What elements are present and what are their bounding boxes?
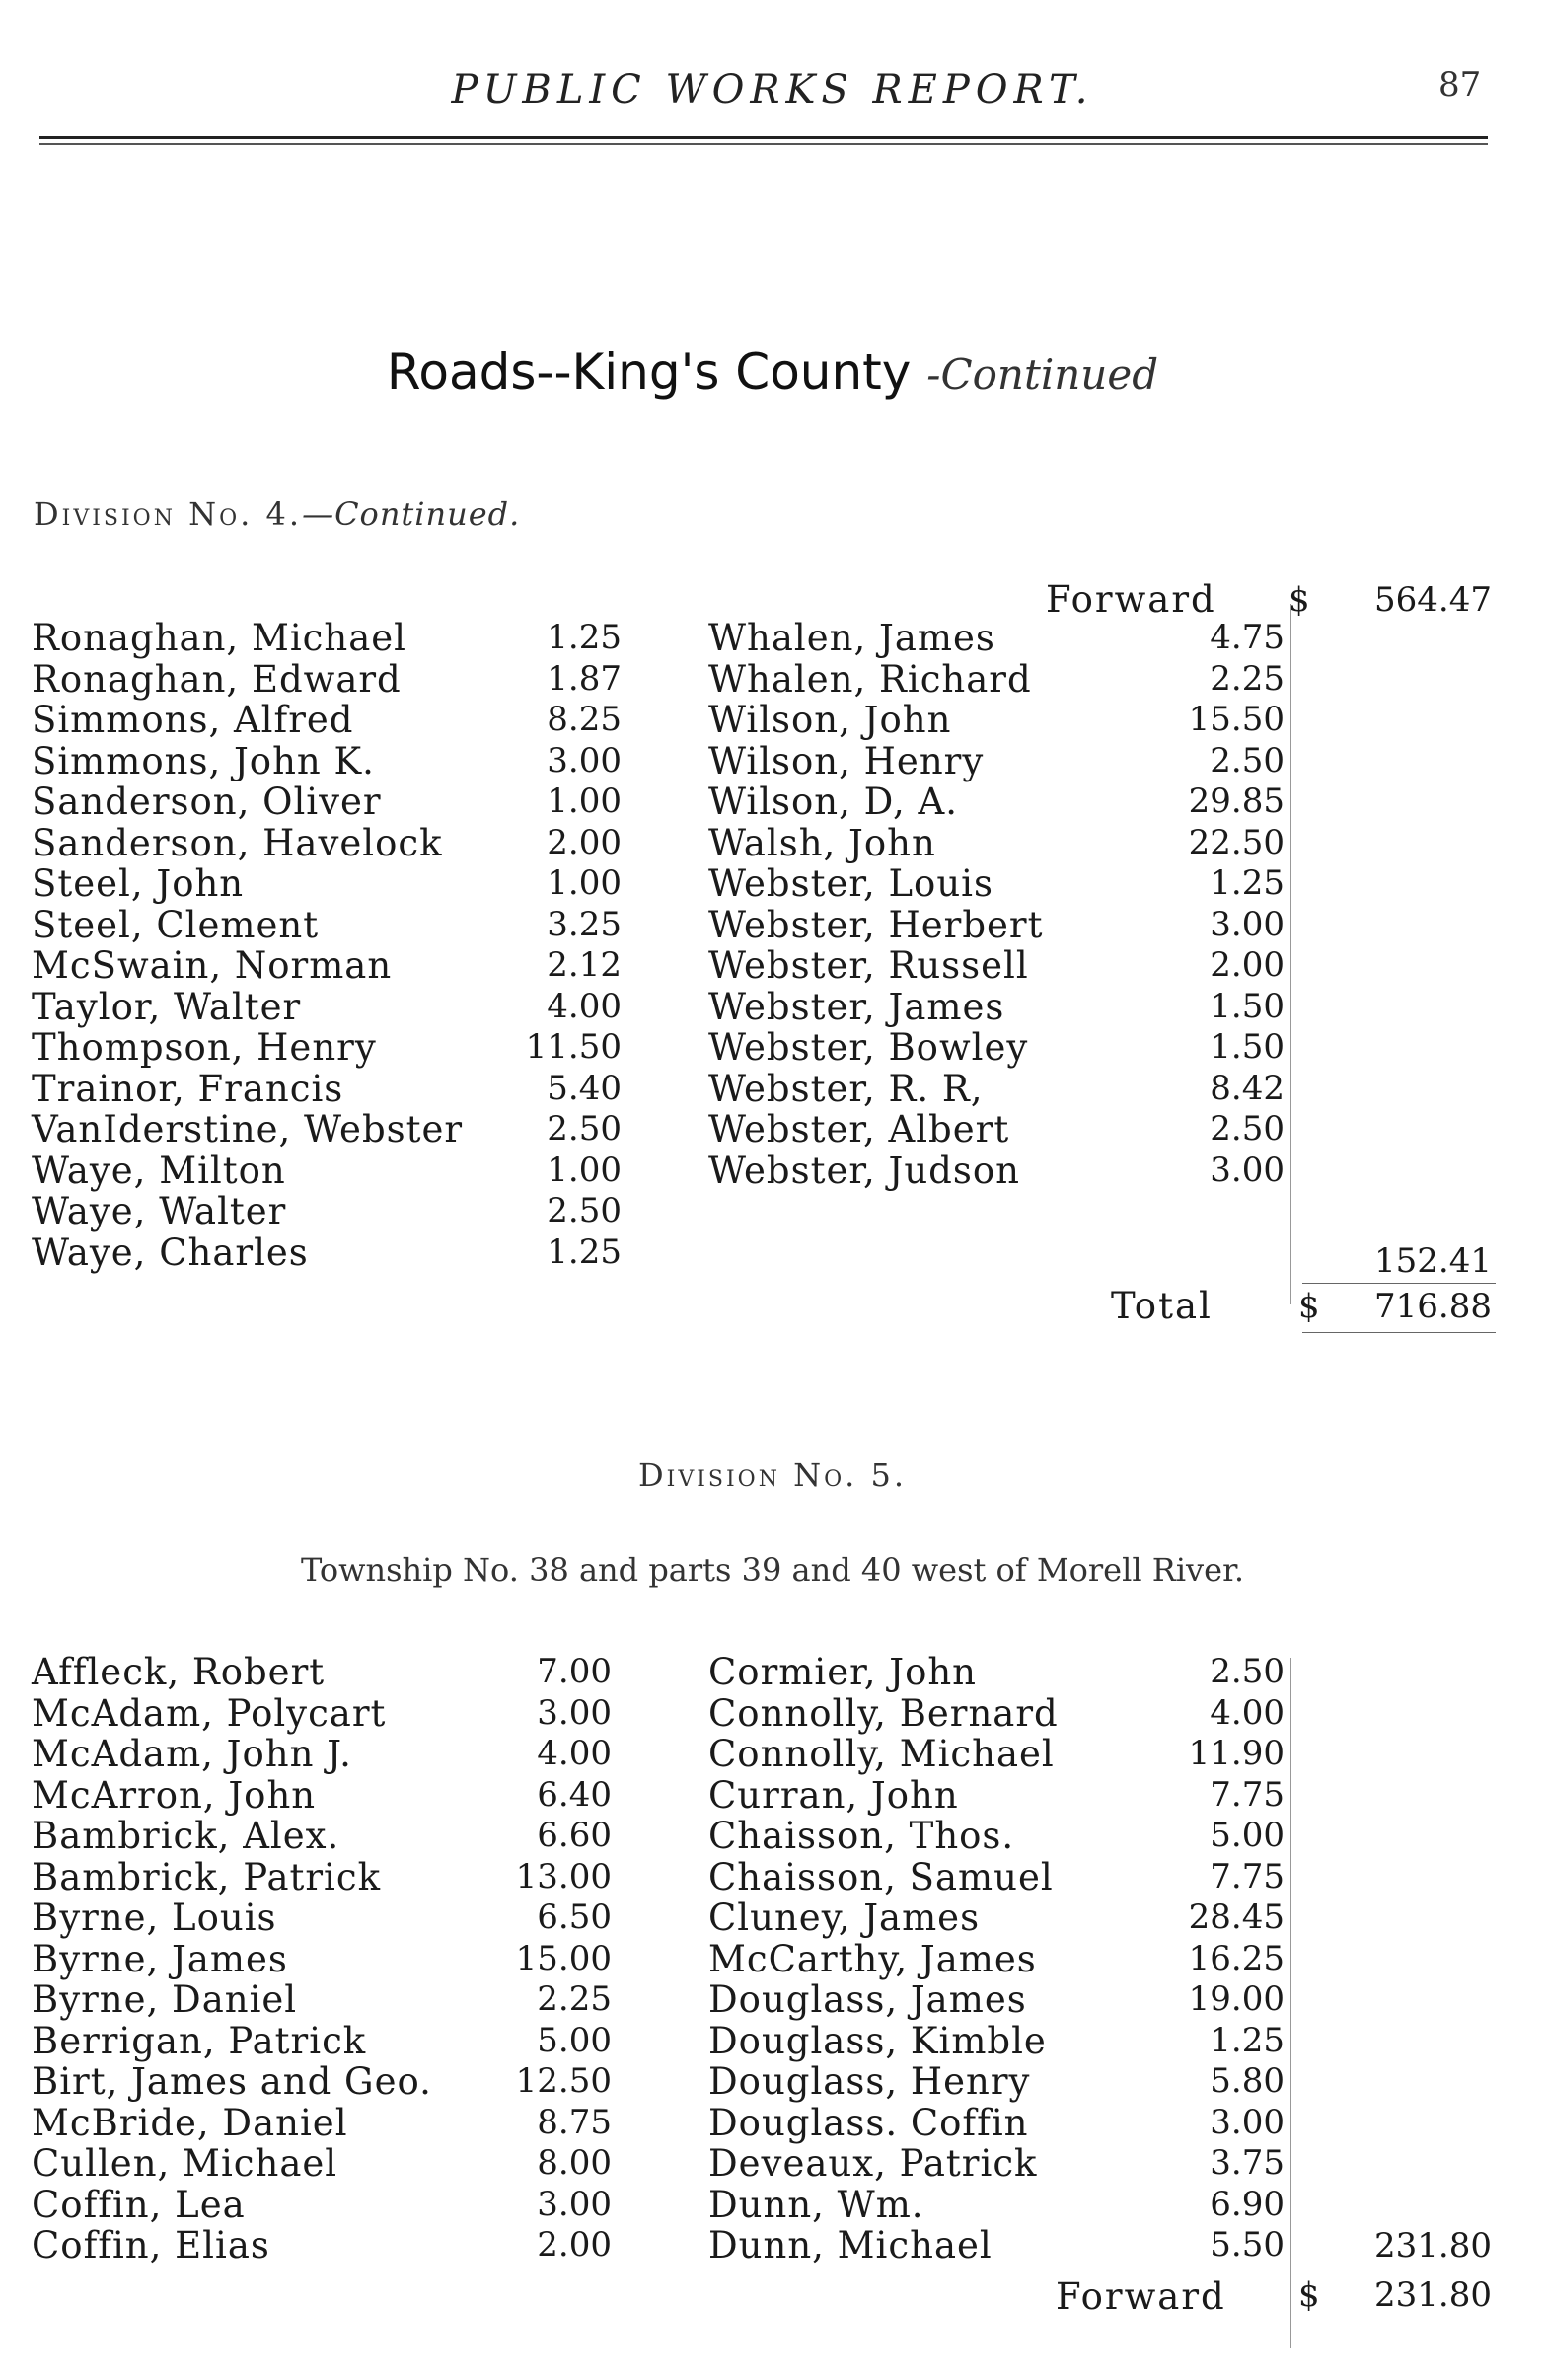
entry-name: Dunn, Michael <box>708 2224 993 2267</box>
entry-amount: 2.25 <box>537 1979 612 2019</box>
entry-name: Walsh, John <box>708 821 936 864</box>
entry-amount: 1.50 <box>1210 1027 1285 1067</box>
running-header-title: PUBLIC WORKS REPORT. <box>451 67 1094 112</box>
entry-amount: 1.25 <box>547 618 622 657</box>
entry-name: Cormier, John <box>708 1651 977 1693</box>
division-4-total: 716.88 <box>1374 1287 1492 1326</box>
forward-dollar-sign-2: $ <box>1298 2275 1320 2315</box>
entry-name: Simmons, John K. <box>32 739 375 782</box>
entry-amount: 6.60 <box>537 1816 612 1855</box>
entry-amount: 7.00 <box>537 1652 612 1691</box>
total-label: Total <box>1111 1285 1213 1327</box>
entry-name: Ronaghan, Edward <box>32 657 402 701</box>
entry-amount: 29.85 <box>1188 781 1285 821</box>
column-rule-2 <box>1290 1658 1291 2348</box>
entry-name: Trainor, Francis <box>32 1067 344 1110</box>
entry-amount: 2.00 <box>547 822 622 862</box>
entry-name: Cullen, Michael <box>32 2142 338 2185</box>
entry-name: Byrne, Daniel <box>32 1978 298 2021</box>
entry-name: Webster, Albert <box>708 1108 1010 1151</box>
entry-amount: 3.00 <box>537 1692 612 1733</box>
entry-amount: 2.50 <box>547 1191 622 1230</box>
division-4-left-names <box>32 618 463 1273</box>
entry-amount: 11.90 <box>1188 1734 1285 1773</box>
entry-name: McAdam, John J. <box>32 1733 352 1775</box>
entry-name: Douglass. Coffin <box>708 2101 1029 2144</box>
entry-name: Douglass, James <box>708 1978 1027 2021</box>
entry-name: McCarthy, James <box>708 1937 1037 1980</box>
entry-name: Webster, Judson <box>708 1149 1020 1192</box>
entry-name: Webster, Louis <box>708 862 993 905</box>
entry-amount: 2.50 <box>1210 1109 1285 1149</box>
section-title-continued: -Continued <box>926 350 1159 399</box>
entry-amount: 1.00 <box>547 781 622 821</box>
entry-amount: 11.50 <box>525 1027 622 1067</box>
entry-name: McBride, Daniel <box>32 2101 348 2144</box>
entry-amount: 1.00 <box>547 863 622 903</box>
header-rule-thin <box>39 143 1488 145</box>
entry-name: Taylor, Walter <box>32 985 302 1028</box>
entry-name: Connolly, Bernard <box>708 1691 1059 1735</box>
entry-name: Steel, John <box>32 862 245 905</box>
entry-name: Sanderson, Oliver <box>32 781 382 823</box>
entry-amount: 2.50 <box>547 1109 622 1149</box>
entry-name: Chaisson, Samuel <box>708 1855 1054 1898</box>
entry-name: Wilson, Henry <box>708 739 985 782</box>
entry-amount: 8.75 <box>537 2102 612 2142</box>
entry-name: Thompson, Henry <box>32 1026 377 1069</box>
entry-name: Sanderson, Havelock <box>32 821 443 864</box>
forward-dollar-sign: $ <box>1288 580 1310 620</box>
entry-name: VanIderstine, Webster <box>32 1108 464 1151</box>
entry-amount: 3.75 <box>1210 2143 1285 2183</box>
entry-name: Berrigan, Patrick <box>32 2019 367 2062</box>
entry-name: Affleck, Robert <box>32 1651 326 1693</box>
entry-amount: 1.00 <box>547 1150 622 1190</box>
entry-amount: 3.00 <box>1210 1150 1285 1190</box>
entry-name: Wilson, D, A. <box>708 781 959 823</box>
division-5-left-names <box>32 1652 432 2267</box>
entry-name: Curran, John <box>708 1773 959 1817</box>
township-description: Township No. 38 and parts 39 and 40 west of Morell River. <box>300 1551 1245 1589</box>
entry-amount: 1.25 <box>547 1231 622 1272</box>
entry-amount: 15.50 <box>1188 700 1285 739</box>
division-4-subtotal: 152.41 <box>1374 1241 1492 1281</box>
total-dollar-sign: $ <box>1298 1287 1320 1326</box>
entry-name: Whalen, Richard <box>708 657 1032 701</box>
entry-name: Waye, Walter <box>32 1190 287 1232</box>
division-5-right-amounts <box>1135 1652 1285 2267</box>
entry-name: Wilson, John <box>708 699 952 741</box>
entry-name: Webster, Bowley <box>708 1026 1029 1069</box>
entry-amount: 1.50 <box>1210 986 1285 1026</box>
section-title-text: Roads--King's County <box>386 343 912 401</box>
entry-amount: 2.50 <box>1210 1652 1285 1691</box>
entry-name: Coffin, Elias <box>32 2224 270 2267</box>
entry-amount: 6.50 <box>537 1897 612 1937</box>
entry-amount: 7.75 <box>1210 1774 1285 1815</box>
entry-name: Steel, Clement <box>32 903 320 946</box>
division-4-right-amounts <box>1135 618 1285 1191</box>
entry-amount: 5.80 <box>1210 2061 1285 2101</box>
entry-name: Webster, Russell <box>708 944 1029 987</box>
entry-amount: 19.00 <box>1188 1979 1285 2019</box>
entry-name: Bambrick, Patrick <box>32 1855 382 1898</box>
entry-amount: 5.50 <box>1210 2225 1285 2265</box>
entry-amount: 15.00 <box>515 1938 612 1978</box>
entry-name: Waye, Charles <box>32 1230 309 1274</box>
entry-amount: 7.75 <box>1210 1856 1285 1897</box>
division-5-heading: Division No. 5. <box>637 1456 908 1494</box>
entry-name: Webster, Herbert <box>708 903 1044 946</box>
entry-amount: 2.00 <box>537 2225 612 2265</box>
entry-amount: 3.00 <box>547 740 622 781</box>
entry-name: Douglass, Henry <box>708 2060 1031 2103</box>
division-4-continued: —Continued. <box>302 495 521 533</box>
entry-amount: 5.00 <box>537 2020 612 2060</box>
entry-amount: 4.00 <box>537 1734 612 1773</box>
entry-amount: 28.45 <box>1188 1897 1285 1937</box>
entry-name: Byrne, James <box>32 1937 288 1980</box>
entry-name: Whalen, James <box>708 617 995 659</box>
entry-amount: 6.40 <box>537 1774 612 1815</box>
entry-amount: 3.25 <box>547 904 622 944</box>
entry-amount: 5.00 <box>1210 1816 1285 1855</box>
entry-name: Ronaghan, Michael <box>32 617 407 659</box>
subtotal-rule <box>1302 1283 1496 1284</box>
forward-label: Forward <box>1046 578 1216 621</box>
entry-amount: 1.87 <box>547 658 622 699</box>
division-4-heading <box>34 495 520 533</box>
entry-amount: 2.12 <box>547 945 622 985</box>
entry-amount: 4.00 <box>547 986 622 1026</box>
column-rule <box>1290 604 1291 1304</box>
entry-name: Bambrick, Alex. <box>32 1815 340 1857</box>
entry-name: Simmons, Alfred <box>32 699 354 741</box>
division-5-subtotal: 231.80 <box>1374 2226 1492 2266</box>
forward-amount: 564.47 <box>1374 580 1492 620</box>
entry-name: Dunn, Wm. <box>708 2183 924 2226</box>
entry-amount: 4.75 <box>1210 618 1285 657</box>
division-4-right-names <box>708 618 1043 1191</box>
entry-amount: 16.25 <box>1188 1938 1285 1978</box>
entry-name: Birt, James and Geo. <box>32 2060 432 2103</box>
entry-amount: 4.00 <box>1210 1692 1285 1733</box>
entry-name: Douglass, Kimble <box>708 2019 1047 2062</box>
entry-name: Chaisson, Thos. <box>708 1815 1015 1857</box>
entry-amount: 22.50 <box>1188 822 1285 862</box>
division-4-label: Division No. 4. <box>34 495 303 533</box>
entry-amount: 2.25 <box>1210 658 1285 699</box>
entry-amount: 8.42 <box>1210 1068 1285 1108</box>
total-rule <box>1302 1332 1496 1333</box>
entry-amount: 1.25 <box>1210 863 1285 903</box>
entry-name: Waye, Milton <box>32 1149 286 1192</box>
entry-name: Coffin, Lea <box>32 2183 246 2226</box>
entry-amount: 8.00 <box>537 2143 612 2183</box>
entry-name: McSwain, Norman <box>32 944 393 987</box>
header-rule <box>39 136 1488 139</box>
entry-amount: 5.40 <box>547 1068 622 1108</box>
entry-name: Byrne, Louis <box>32 1897 277 1939</box>
division-5-right-names <box>708 1652 1059 2267</box>
entry-name: Cluney, James <box>708 1897 981 1939</box>
division-5-left-amounts <box>464 1652 612 2267</box>
entry-name: Webster, James <box>708 985 1005 1028</box>
entry-amount: 3.00 <box>537 2184 612 2224</box>
entry-name: Webster, R. R, <box>708 1067 984 1110</box>
entry-name: Deveaux, Patrick <box>708 2142 1038 2185</box>
entry-amount: 2.00 <box>1210 945 1285 985</box>
division-5-forward: 231.80 <box>1374 2275 1492 2315</box>
entry-name: McAdam, Polycart <box>32 1691 387 1735</box>
entry-amount: 6.90 <box>1210 2184 1285 2224</box>
section-title <box>0 343 1545 401</box>
entry-amount: 12.50 <box>515 2061 612 2101</box>
entry-amount: 1.25 <box>1210 2020 1285 2060</box>
page-number: 87 <box>1438 65 1482 105</box>
entry-amount: 13.00 <box>515 1856 612 1897</box>
entry-amount: 3.00 <box>1210 904 1285 944</box>
forward-label-2: Forward <box>1056 2275 1226 2318</box>
entry-amount: 3.00 <box>1210 2102 1285 2142</box>
entry-name: McArron, John <box>32 1773 317 1817</box>
entry-amount: 8.25 <box>547 700 622 739</box>
entry-name: Connolly, Michael <box>708 1733 1055 1775</box>
division-4-left-amounts <box>474 618 622 1273</box>
entry-amount: 2.50 <box>1210 740 1285 781</box>
